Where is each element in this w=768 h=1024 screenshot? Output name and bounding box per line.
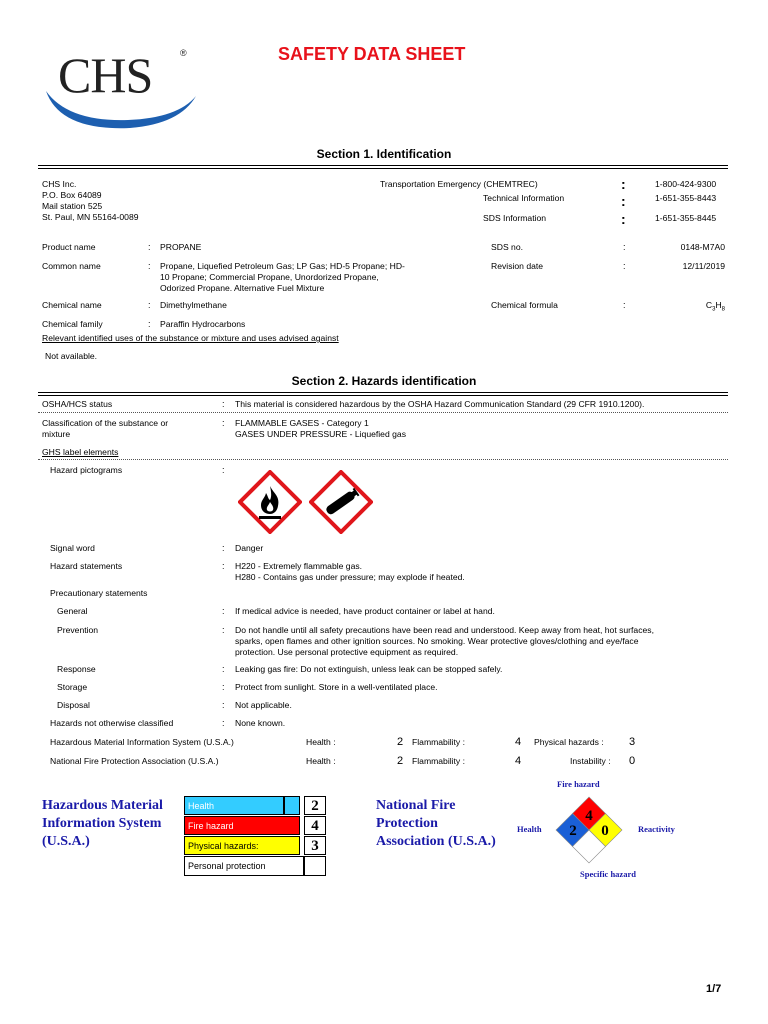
nfpa-health-value: 2: [397, 755, 404, 767]
common-name-value: [160, 261, 405, 294]
classification-value: [235, 418, 406, 440]
hnoc-value: None known.: [235, 718, 286, 728]
prevention-label: Prevention: [57, 625, 99, 635]
contact-label-sds: SDS Information: [483, 213, 547, 223]
hmis-health-value: 2: [397, 736, 404, 748]
company-name: CHS Inc.: [42, 179, 77, 189]
hmis-physical-number: 3: [304, 836, 326, 855]
nfpa-diamond: [555, 796, 623, 864]
contact-value-chemtrec: 1-800-424-9300: [655, 179, 717, 189]
nfpa-panel-title: [376, 797, 496, 851]
hazard-statements-value: [235, 561, 465, 583]
nfpa-panel-title-line: National Fire: [376, 798, 456, 813]
section1-title: Section 1. Identification: [316, 147, 452, 161]
chemical-formula-value: $C_3H_8$: [705, 300, 725, 313]
flame-pictogram-icon: [238, 470, 302, 534]
hmis-fire-row: Fire hazard: [184, 816, 300, 835]
chemical-family-value: Paraffin Hydrocarbons: [160, 319, 246, 329]
common-name-label: Common name: [42, 261, 101, 271]
nfpa-health-label: Health: [517, 824, 542, 834]
nfpa-fire-hazard-label: Fire hazard: [557, 779, 600, 789]
prevention-line: protection. Use personal protective equipment as required.: [235, 647, 459, 657]
hmis-personal-protection-number: [304, 856, 326, 876]
nfpa-specific-hazard-label: Specific hazard: [580, 869, 636, 879]
classification-label: [42, 418, 168, 440]
general-label: General: [57, 606, 88, 616]
logo-text: CHS: [58, 47, 153, 103]
classification-label-line: mixture: [42, 429, 71, 439]
common-name-line: Odorized Propane. Alternative Fuel Mixture: [160, 283, 325, 293]
sds-no-value: 0148-M7A0: [680, 242, 725, 252]
signal-word-value: Danger: [235, 543, 264, 553]
hmis-panel-title-line: Information System: [42, 816, 162, 831]
hmis-health-row: Health: [184, 796, 284, 815]
document-title: SAFETY DATA SHEET: [278, 44, 466, 64]
precautionary-statements-label: Precautionary statements: [50, 588, 148, 598]
storage-label: Storage: [57, 682, 88, 692]
chemical-formula-label: Chemical formula: [491, 300, 558, 310]
hmis-panel-title-line: Hazardous Material: [42, 798, 163, 813]
nfpa-fire-value: 4: [585, 808, 593, 824]
hmis-panel-title-line: (U.S.A.): [42, 834, 90, 849]
nfpa-row-label: National Fire Protection Association (U.S.A.): [50, 756, 219, 766]
contact-value-technical: 1-651-355-8443: [655, 193, 717, 203]
sds-no-label: SDS no.: [491, 242, 524, 252]
classification-label-line: Classification of the substance or: [42, 418, 169, 428]
classification-line: FLAMMABLE GASES - Category 1: [235, 418, 369, 428]
contact-label-chemtrec: Transportation Emergency (CHEMTREC): [380, 179, 538, 189]
nfpa-health-label: Health :: [306, 756, 336, 766]
hazard-statement: H220 - Extremely flammable gas.: [235, 561, 363, 571]
disposal-value: Not applicable.: [235, 700, 292, 710]
relevant-uses-value: Not available.: [45, 351, 98, 361]
nfpa-panel-title-line: Protection: [376, 816, 438, 831]
nfpa-instability-label: Instability :: [570, 756, 611, 766]
hmis-physical-label: Physical hazards :: [534, 737, 604, 747]
disposal-label: Disposal: [57, 700, 90, 710]
hmis-health-number: 2: [304, 796, 326, 815]
hazard-pictograms-label: Hazard pictograms: [50, 465, 123, 475]
hmis-physical-row: Physical hazards:: [184, 836, 300, 855]
response-value: Leaking gas fire: Do not extinguish, unless leak can be stopped safely.: [235, 664, 503, 674]
prevention-line: Do not handle until all safety precautions have been read and understood. Keep away from heat, hot surfaces,: [235, 625, 654, 635]
nfpa-health-value: 2: [569, 823, 577, 839]
hmis-fire-number: 4: [304, 816, 326, 835]
nfpa-flammability-label: Flammability :: [412, 756, 466, 766]
hmis-personal-protection-row: Personal protection: [184, 856, 304, 876]
company-city: St. Paul, MN 55164-0089: [42, 212, 139, 222]
common-name-line: 10 Propane; Commercial Propane, Unordorized Propane,: [160, 272, 379, 282]
osha-status-label: OSHA/HCS status: [42, 399, 113, 409]
osha-status-value: This material is considered hazardous by the OSHA Hazard Communication Standard (29 CFR 1910.1200).: [235, 399, 645, 409]
signal-word-label: Signal word: [50, 543, 95, 553]
common-name-line: Propane, Liquefied Petroleum Gas; LP Gas; HD-5 Propane; HD-: [160, 261, 405, 271]
chemical-family-label: Chemical family: [42, 319, 103, 329]
chs-logo: [40, 36, 200, 136]
hmis-row-label: Hazardous Material Information System (U.S.A.): [50, 737, 234, 747]
contact-label-technical: Technical Information: [483, 193, 565, 203]
nfpa-panel-title-line: Association (U.S.A.): [376, 834, 496, 849]
logo-registered-mark: ®: [180, 48, 187, 58]
hmis-health-label: Health :: [306, 737, 336, 747]
hmis-physical-value: 3: [629, 736, 636, 748]
nfpa-flammability-value: 4: [515, 755, 522, 767]
hmis-health-spacer: [284, 796, 300, 815]
hnoc-label: Hazards not otherwise classified: [50, 718, 174, 728]
contact-value-sds: 1-651-355-8445: [655, 213, 717, 223]
chemical-name-value: Dimethylmethane: [160, 300, 227, 310]
hazard-statements-label: Hazard statements: [50, 561, 123, 571]
relevant-uses-heading: Relevant identified uses of the substance or mixture and uses advised against: [42, 333, 339, 343]
classification-line: GASES UNDER PRESSURE - Liquefied gas: [235, 429, 406, 439]
gas-cylinder-pictogram-icon: [309, 470, 373, 534]
company-pobox: P.O. Box 64089: [42, 190, 102, 200]
hmis-panel-title: [42, 797, 163, 851]
company-mailstation: Mail station 525: [42, 201, 103, 211]
hmis-flammability-value: 4: [515, 736, 522, 748]
response-label: Response: [57, 664, 96, 674]
section2-title: Section 2. Hazards identification: [291, 374, 477, 388]
product-name-label: Product name: [42, 242, 96, 252]
storage-value: Protect from sunlight. Store in a well-ventilated place.: [235, 682, 438, 692]
nfpa-reactivity-label: Reactivity: [638, 824, 675, 834]
prevention-line: sparks, open flames and other ignition sources. No smoking. Wear protective gloves/clothing and eye/face: [235, 636, 639, 646]
ghs-label-elements-heading: GHS label elements: [42, 447, 119, 457]
chemical-name-label: Chemical name: [42, 300, 102, 310]
hazard-statement: H280 - Contains gas under pressure; may explode if heated.: [235, 572, 465, 582]
company-address: [42, 179, 139, 223]
page-number: 1/7: [706, 983, 722, 995]
nfpa-instability-value: 0: [629, 755, 636, 767]
product-name-value: PROPANE: [160, 242, 202, 252]
prevention-value: [235, 625, 654, 658]
revision-date-value: 12/11/2019: [682, 261, 725, 271]
hmis-label-table: [184, 796, 326, 878]
nfpa-reactivity-value: 0: [601, 823, 609, 839]
revision-date-label: Revision date: [491, 261, 544, 271]
hmis-flammability-label: Flammability :: [412, 737, 466, 747]
general-value: If medical advice is needed, have product container or label at hand.: [235, 606, 495, 616]
